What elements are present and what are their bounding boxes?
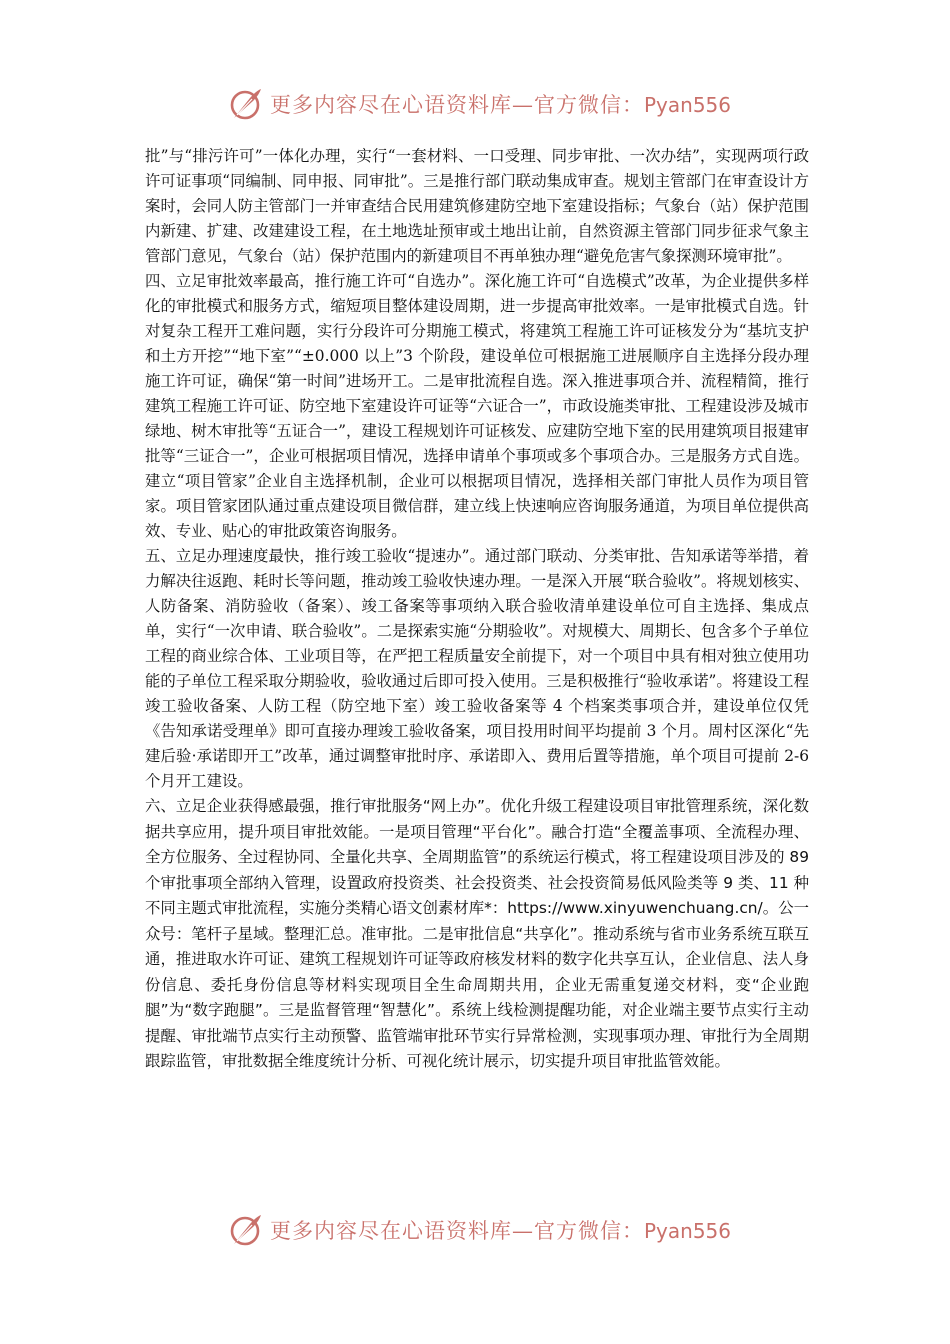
header-banner-text: 更多内容尽在心语资料库—官方微信：Pyan556 <box>270 93 732 117</box>
paragraph-section-five: 五、立足办理速度最快，推行竣工验收“提速办”。通过部门联动、分类审批、告知承诺等举措，着力解决往返跑、耗时长等问题，推动竣工验收快速办理。一是深入开展“联合验收”。将规划核实、人防备案、消防验收（备案）、竣工备案等事项纳入联合验收清单建设单位可自主选择、集成点单，实行“一次申请、联合验收”。二是探索实施“分期验收”。对规模大、周期长、包含多个子单位工程的商业综合体、工业项目等，在严把工程质量安全前提下，对一个项目中具有相对独立使用功能的子单位工程采取分期验收，验收通过后即可投入使用。三是积极推行“验收承诺”。将建设工程竣工验收备案、人防工程（防空地下室）竣工验收备案等 4 个档案类事项合并，建设单位仅凭《告知承诺受理单》即可直接办理竣工验收备案，项目投用时间平均提前 3 个月。周村区深化“先建后验·承诺即开工”改革，通过调整审批时序、承诺即入、费用后置等措施，单个项目可提前 2-6 个月开工建设。 <box>145 547 809 790</box>
quill-pen-circle-icon <box>228 1212 264 1248</box>
footer-banner <box>228 1210 731 1250</box>
paragraph-continuation: 批”与“排污许可”一体化办理，实行“一套材料、一口受理、同步审批、一次办结”，实现两项行政许可证事项“同编制、同申报、同审批”。三是推行部门联动集成审查。规划主管部门在审查设计方案时，会同人防主管部门一并审查结合民用建筑修建防空地下室建设指标；气象台（站）保护范围内新建、扩建、改建建设工程，在土地选址预审或土地出让前，自然资源主管部门同步征求气象主管部门意见，气象台（站）保护范围内的新建项目不再单独办理“避免危害气象探测环境审批”。 <box>145 147 809 265</box>
paragraph-section-four: 四、立足审批效率最高，推行施工许可“自选办”。深化施工许可“自选模式”改革，为企业提供多样化的审批模式和服务方式，缩短项目整体建设周期，进一步提高审批效率。一是审批模式自选。针对复杂工程开工难问题，实行分段许可分期施工模式，将建筑工程施工许可证核发分为“基坑支护和土方开挖”“地下室”“±0.000 以上”3 个阶段，建设单位可根据施工进展顺序自主选择分段办理施工许可证，确保“第一时间”进场开工。二是审批流程自选。深入推进事项合并、流程精简，推行建筑工程施工许可证、防空地下室建设许可证等“六证合一”，市政设施类审批、工程建设涉及城市绿地、树木审批等“五证合一”，建设工程规划许可证核发、应建防空地下室的民用建筑项目报建审批等“三证合一”，企业可根据项目情况，选择申请单个事项或多个事项合办。三是服务方式自选。建立“项目管家”企业自主选择机制，企业可以根据项目情况，选择相关部门审批人员作为项目管家。项目管家团队通过重点建设项目微信群，建立线上快速响应咨询服务通道，为项目单位提供高效、专业、贴心的审批政策咨询服务。 <box>145 272 809 540</box>
article-body <box>145 144 809 1075</box>
paragraph-section-six: 六、立足企业获得感最强，推行审批服务“网上办”。优化升级工程建设项目审批管理系统，深化数据共享应用，提升项目审批效能。一是项目管理“平台化”。融合打造“全覆盖事项、全流程办理、全方位服务、全过程协同、全量化共享、全周期监管”的系统运行模式，将工程建设项目涉及的 89 个审批事项全部纳入管理，设置政府投资类、社会投资类、社会投资简易低风险类等 9 类、11 种不同主题式审批流程，实施分类精心语文创素材库*：https://www.xinyuwenchuang.cn/。公一众号：笔杆子星域。整理汇总。准审批。二是审批信息“共享化”。推动系统与省市业务系统互联互通，推进取水许可证、建筑工程规划许可证等政府核发材料的数字化共享互认，企业信息、法人身份信息、委托身份信息等材料实现项目全生命周期共用，企业无需重复递交材料，变“企业跑腿”为“数字跑腿”。三是监督管理“智慧化”。系统上线检测提醒功能，对企业端主要节点实行主动提醒、审批端节点实行主动预警、监管端审批环节实行异常检测，实现事项办理、审批行为全周期跟踪监管，审批数据全维度统计分析、可视化统计展示，切实提升项目审批监管效能。 <box>145 797 809 1070</box>
footer-banner-text: 更多内容尽在心语资料库—官方微信：Pyan556 <box>270 1219 732 1243</box>
header-banner <box>228 84 731 124</box>
quill-pen-circle-icon <box>228 86 264 122</box>
